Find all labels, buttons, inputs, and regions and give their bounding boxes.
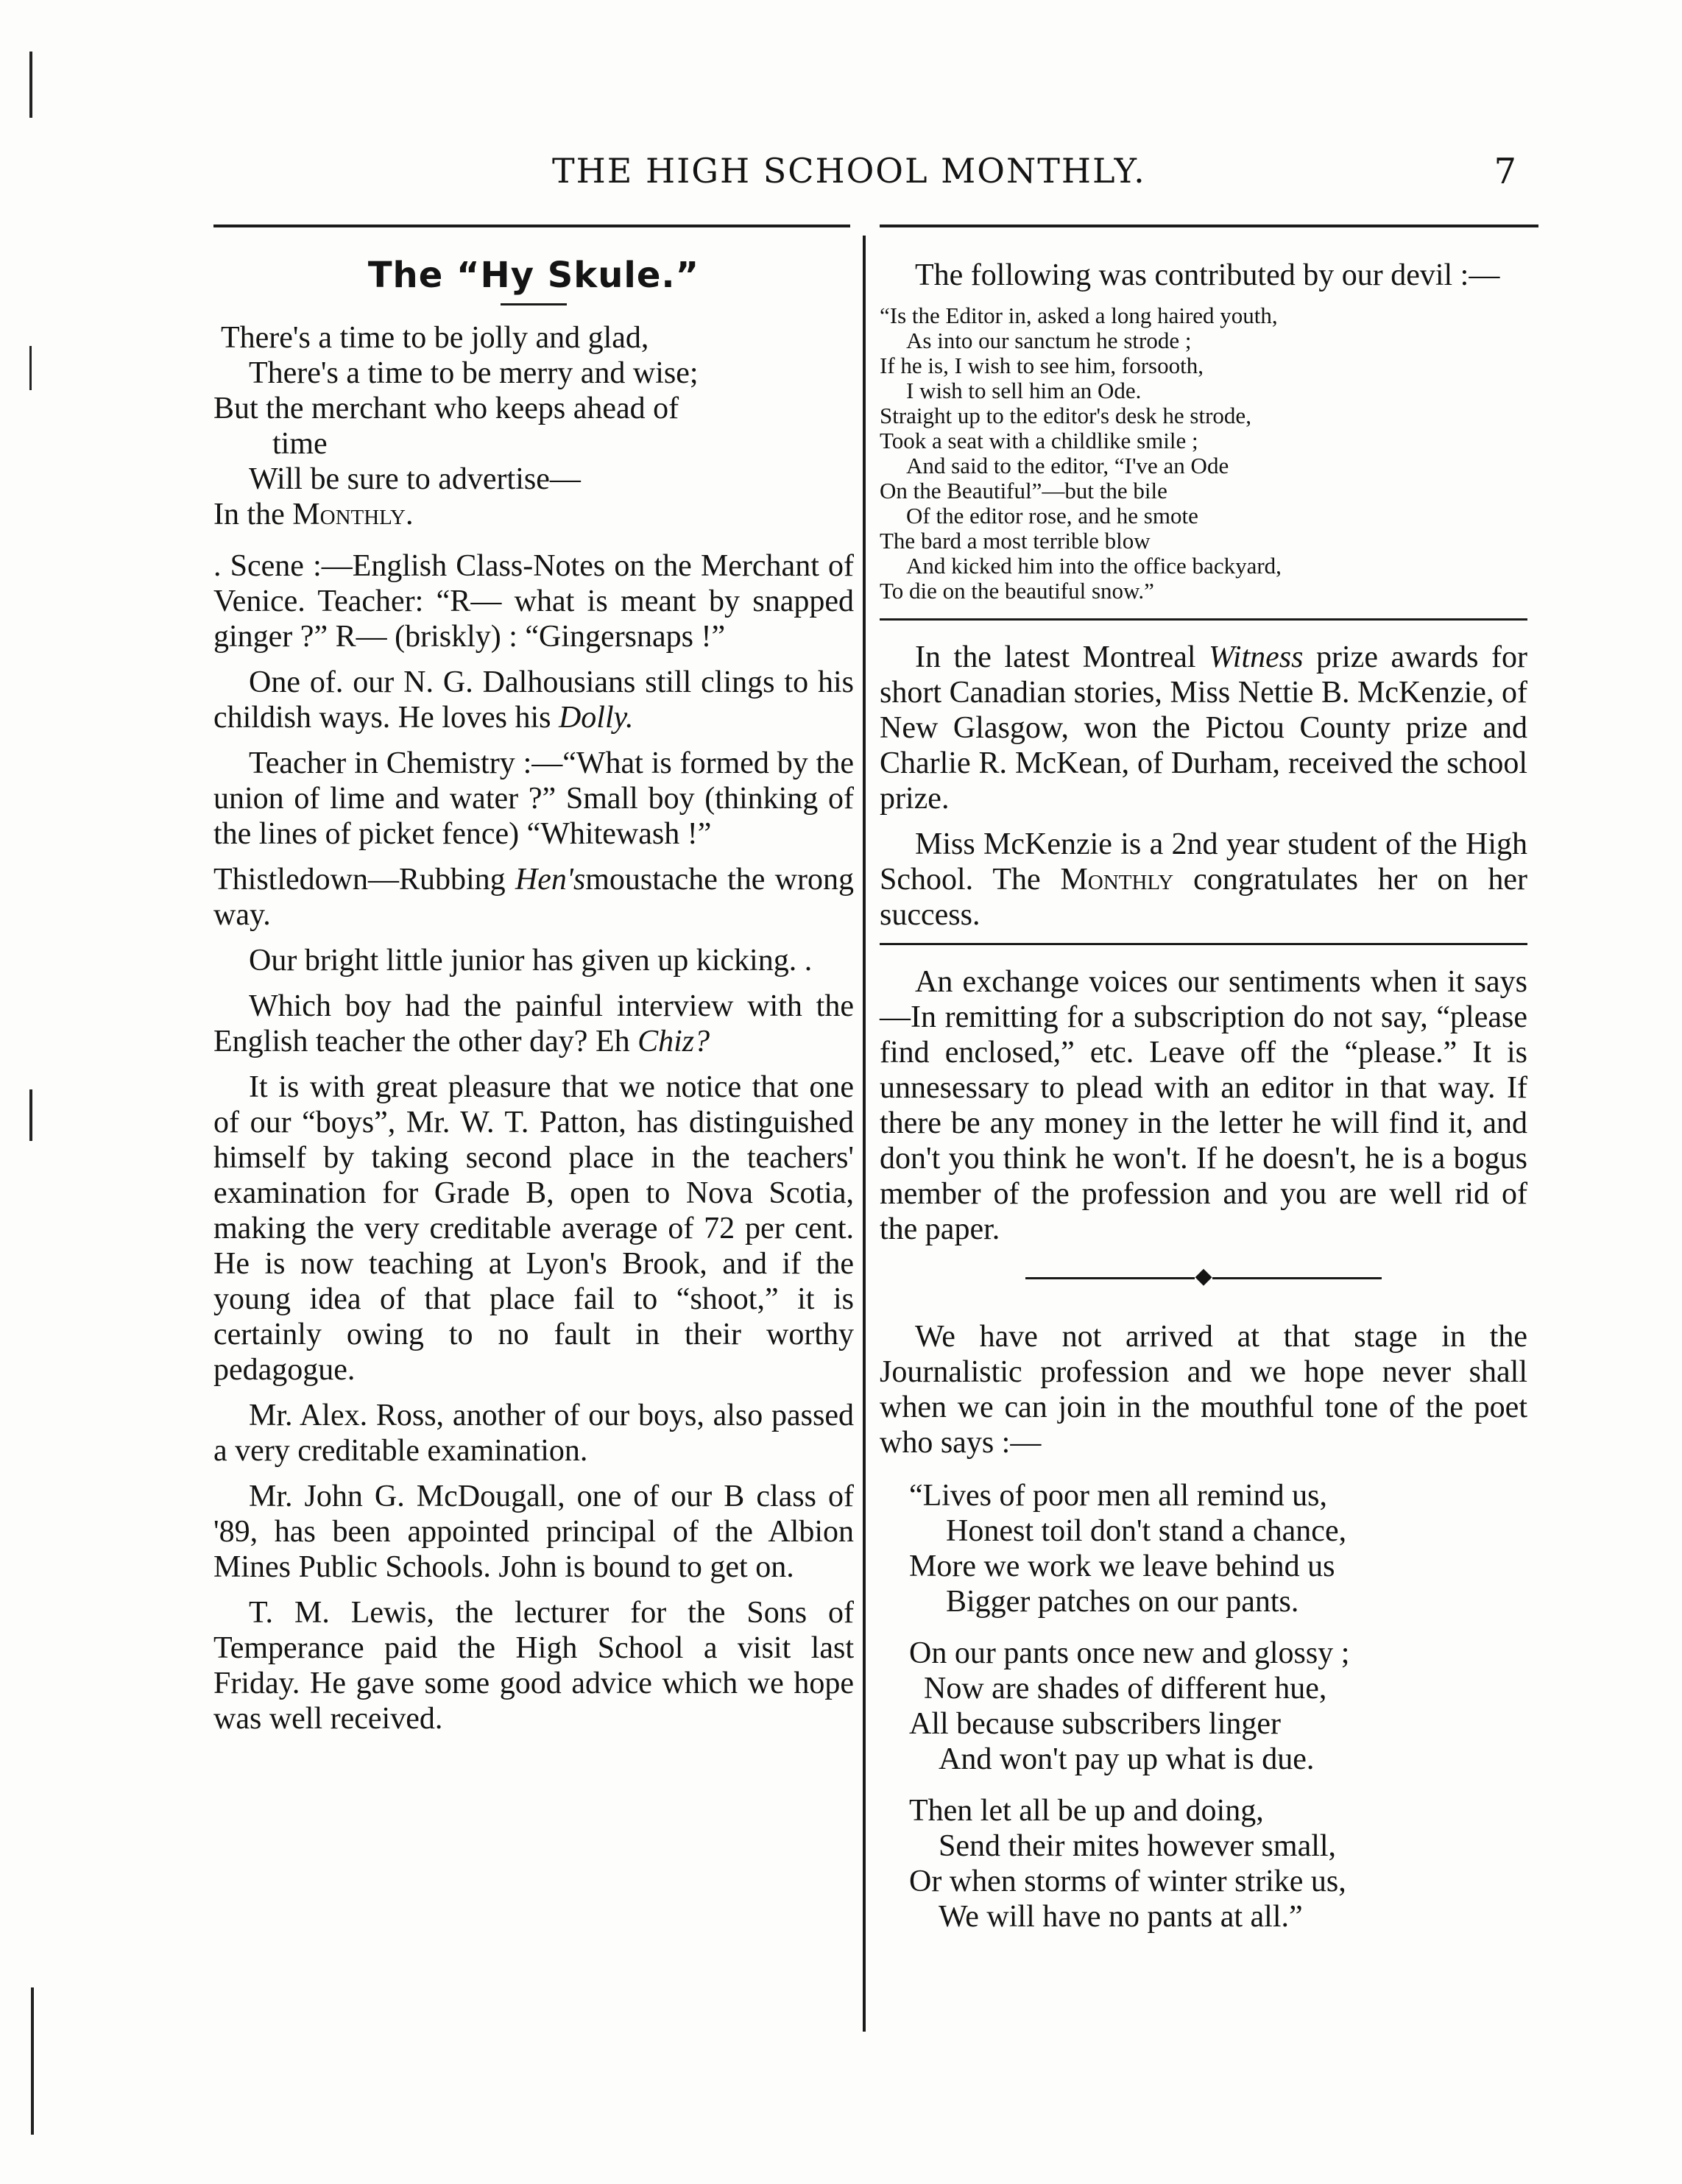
paragraph [213, 989, 854, 1059]
monthly-name: Monthly. [292, 498, 414, 531]
poem-line: And won't pay up what is due. [939, 1742, 1315, 1776]
poem-line: Straight up to the editor's desk he strode, [880, 403, 1251, 428]
poem-line: But the merchant who keeps ahead of [213, 392, 679, 425]
scan-edge-mark [31, 1987, 34, 2135]
poem-line: Will be sure to advertise— [249, 462, 581, 496]
paragraph [880, 640, 1527, 816]
poem-line: Or when storms of winter strike us, [909, 1865, 1346, 1898]
poem-line: Of the editor rose, and he smote [906, 503, 1198, 529]
poem-line: Bigger patches on our pants. [946, 1585, 1299, 1619]
scan-edge-mark [29, 346, 32, 390]
section-rule [880, 943, 1527, 945]
running-title: THE HIGH SCHOOL MONTHLY. [552, 151, 1146, 191]
poem-line: All because subscribers linger [909, 1707, 1282, 1741]
page-header [213, 151, 1538, 202]
poem-line: Honest toil don't stand a chance, [946, 1514, 1347, 1548]
poem-stanza [880, 1793, 1527, 1934]
poem-line: As into our sanctum he strode ; [906, 328, 1192, 353]
poem-line: And said to the editor, “I've an Ode [906, 453, 1229, 478]
ornament-bar [1025, 1277, 1195, 1279]
text: Which boy had the painful interview with the English teacher the other day? Eh [213, 989, 854, 1059]
monthly-name: Monthly [1060, 863, 1174, 897]
poem-line: “Is the Editor in, asked a long haired youth, [880, 303, 1278, 328]
text: prize awards for short Canadian stories, Miss Nettie B. McKenzie, of New Glasgow, won the Pictou County prize and Charlie R. McKean, of Durham, received the school prize. [880, 640, 1527, 816]
paragraph: The following was contributed by our devil :— [915, 258, 1500, 292]
italic-text: Witness [1209, 640, 1304, 674]
poem-line-text: In the [213, 498, 293, 531]
poem-line: Now are shades of different hue, [924, 1672, 1327, 1706]
paragraph: . Scene :—English Class-Notes on the Merchant of Venice. Teacher: “R— what is meant by snapped ginger ?” R— (briskly) : “Gingersnaps !” [213, 549, 854, 654]
text: In the latest Montreal [915, 640, 1209, 674]
paragraph: We have not arrived at that stage in the Journalistic profession and we hope never shall when we can join in the mouthful tone of the poet who says :— [880, 1320, 1527, 1460]
article-title: The “Hy Skule.” [367, 255, 700, 296]
poem-line: The bard a most terrible blow [880, 528, 1151, 554]
poem-line: “Lives of poor men all remind us, [909, 1479, 1328, 1513]
paragraph: Teacher in Chemistry :—“What is formed by the union of lime and water ?” Small boy (thinking of the lines of picket fence) “Whitewash !” [213, 746, 854, 851]
poem-stanza [880, 1636, 1527, 1777]
poem-line: I wish to sell him an Ode. [906, 378, 1142, 403]
header-rule-left [213, 225, 850, 227]
poem-line: Send their mites however small, [939, 1829, 1337, 1863]
ornament-bar [1212, 1277, 1382, 1279]
text: congratulates her on her success. [880, 863, 1527, 932]
text: Miss McKenzie is a 2nd year student of the High School. The [880, 827, 1527, 897]
header-rule-right [880, 225, 1538, 227]
poem-line: time [272, 427, 328, 461]
devil-poem [880, 303, 1527, 604]
poem-line: On our pants once new and glossy ; [909, 1636, 1350, 1670]
advert-poem [213, 320, 854, 532]
diamond-icon: ◆ [1195, 1264, 1212, 1288]
poem-line: We will have no pants at all.” [939, 1900, 1303, 1934]
paragraph: T. M. Lewis, the lecturer for the Sons of Temperance paid the High School a visit last Friday. He gave some good advice which we hope was well received. [213, 1596, 854, 1736]
poem-line: On the Beautiful”—but the bile [880, 478, 1167, 503]
poem-line: There's a time to be merry and wise; [249, 356, 699, 390]
paragraph: Mr. John G. McDougall, one of our B class of '89, has been appointed principal of the Albion Mines Public Schools. John is bound to get on. [213, 1480, 854, 1584]
column-divider [863, 236, 866, 2032]
paragraph: Our bright little junior has given up kicking. . [249, 944, 813, 978]
poem-line: There's a time to be jolly and glad, [221, 321, 649, 355]
poem-line: To die on the beautiful snow.” [880, 578, 1154, 604]
italic-text: Hen's [515, 863, 586, 897]
paragraph [880, 827, 1527, 933]
right-column [880, 258, 1527, 1951]
scan-edge-mark [29, 1089, 32, 1141]
paragraph: Mr. Alex. Ross, another of our boys, also passed a very creditable examination. [213, 1399, 854, 1468]
text: One of. our N. G. Dalhousians still clings to his childish ways. He loves his [213, 665, 854, 735]
paragraph [213, 862, 854, 933]
left-column [213, 255, 854, 1747]
poem-line: If he is, I wish to see him, forsooth, [880, 353, 1204, 378]
poem-line: Took a seat with a childlike smile ; [880, 428, 1198, 453]
page-number: 7 [1494, 151, 1516, 192]
ornament-divider [880, 1259, 1527, 1294]
poem-line: And kicked him into the office backyard, [906, 553, 1282, 579]
poem-line: Then let all be up and doing, [909, 1794, 1264, 1828]
poem-line [213, 497, 854, 532]
italic-text: Dolly. [558, 701, 634, 735]
poem-line: More we work we leave behind us [909, 1549, 1335, 1583]
scan-edge-mark [29, 52, 32, 118]
section-rule [880, 618, 1527, 621]
text: Thistledown—Rubbing [213, 863, 515, 897]
poem-stanza [880, 1478, 1527, 1619]
italic-text: Chiz? [637, 1025, 710, 1059]
title-rule [501, 303, 567, 305]
text: moustache the wrong way. [213, 863, 854, 932]
paragraph: It is with great pleasure that we notice that one of our “boys”, Mr. W. T. Patton, has distinguished himself by taking second place in the teachers' examination for Grade B, open to Nova Scotia, making the very creditable average of 72 per cent. He is now teaching at Lyon's Brook, and if the young idea of that place fail to “shoot,” it is certainly owing to no fault in their worthy pedagogue. [213, 1070, 854, 1387]
paragraph [213, 665, 854, 735]
paragraph: An exchange voices our sentiments when it says—In remitting for a subscription do not say, “please find enclosed,” etc. Leave off the “please.” It is unnesessary to plead with an editor in that way. If there be any money in the letter he will find it, and don't you think he won't. If he doesn't, he is a bogus member of the profession and you are well rid of the paper. [880, 965, 1527, 1246]
